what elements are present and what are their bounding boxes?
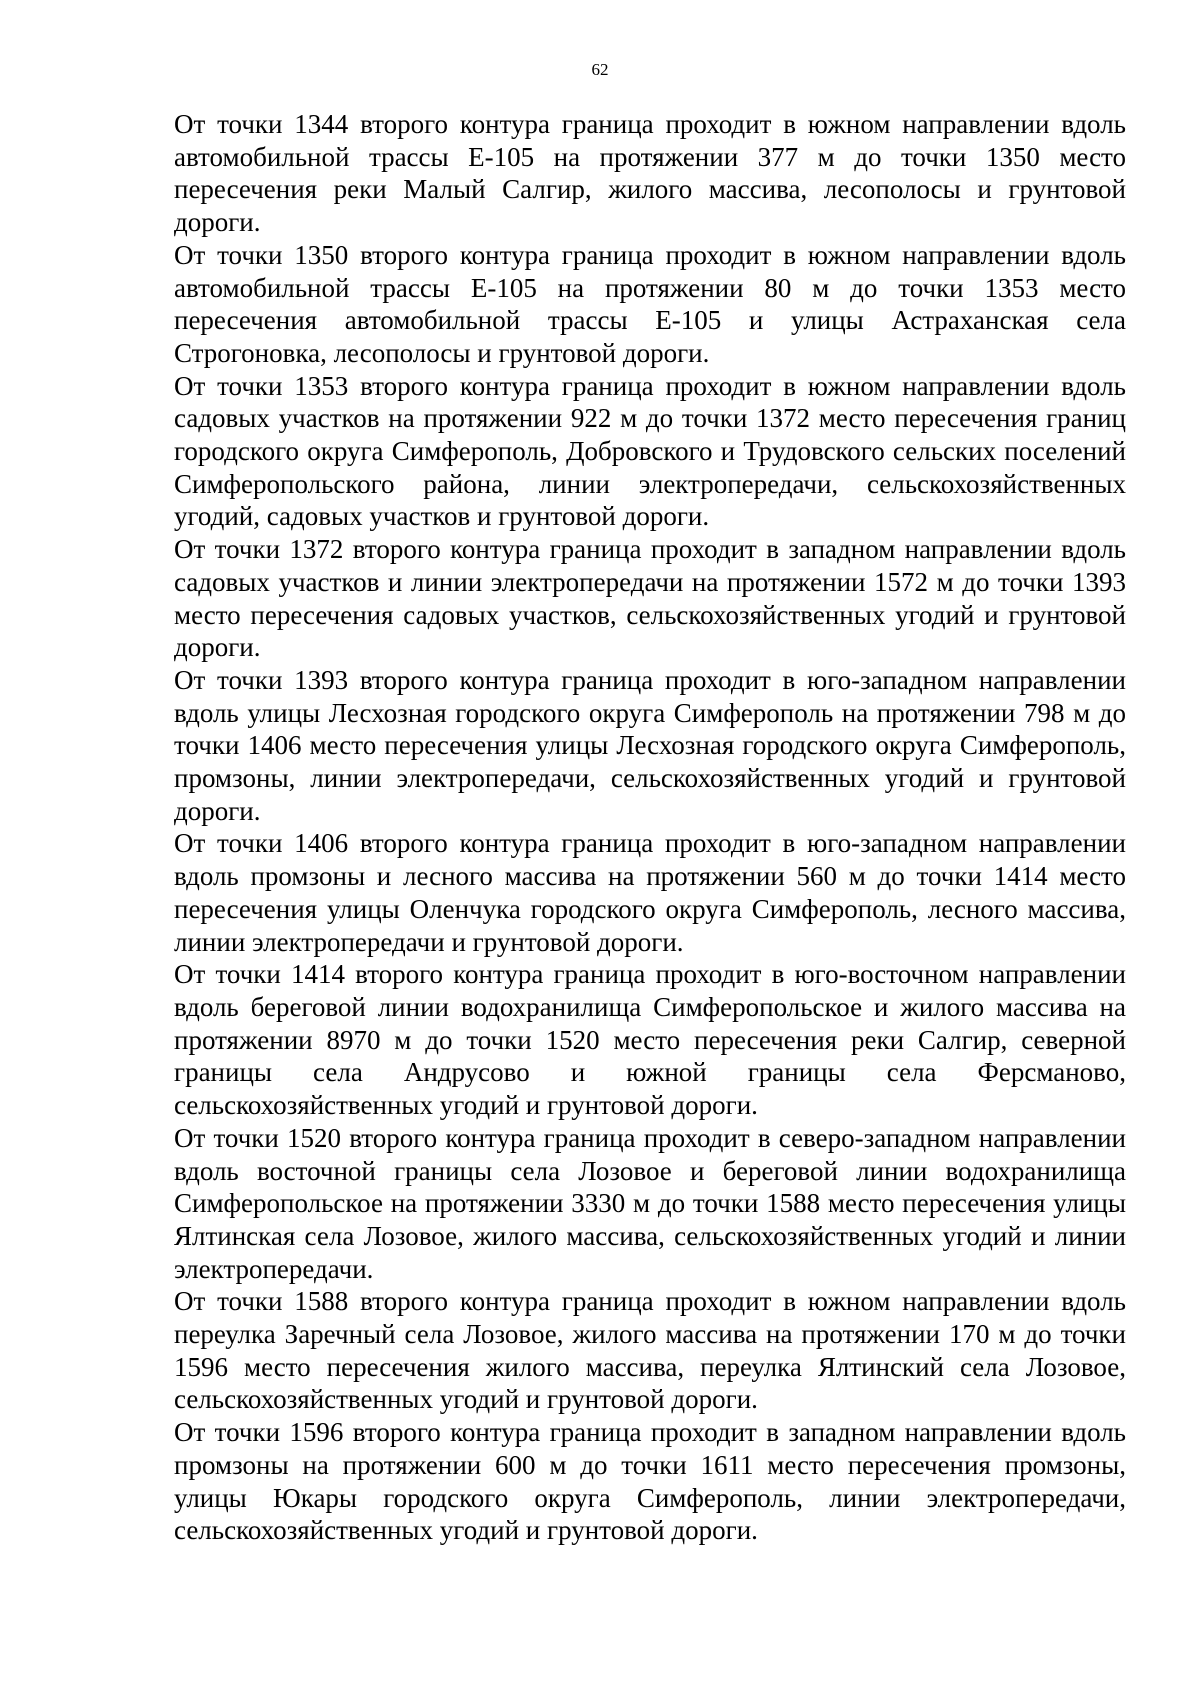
paragraph-8: От точки 1520 второго контура граница проходит в северо-западном направлении вдоль восточной границы села Лозовое и береговой линии водохранилища Симферопольское на протяжении 3330 м до точки 1588 место пересечения улицы Ялтинская села Лозовое, жилого массива, сельскохозяйственных угодий и линии электропередачи. — [174, 1122, 1126, 1284]
page-number: 62 — [591, 60, 609, 79]
paragraph-10: От точки 1596 второго контура граница проходит в западном направлении вдоль промзоны на протяжении 600 м до точки 1611 место пересечения промзоны, улицы Юкары городского округа Симферополь, линии электропередачи, сельскохозяйственных угодий и грунтовой дороги. — [174, 1417, 1126, 1546]
paragraph-5: От точки 1393 второго контура граница проходит в юго-западном направлении вдоль улицы Лесхозная городского округа Симферополь на протяжении 798 м до точки 1406 место пересечения улицы Лесхозная городского округа Симферополь, промзоны, линии электропередачи, сельскохозяйственных угодий и грунтовой дороги. — [174, 664, 1126, 826]
paragraph-1: От точки 1344 второго контура граница проходит в южном направлении вдоль автомобильной трассы Е-105 на протяжении 377 м до точки 1350 место пересечения реки Малый Салгир, жилого массива, лесополосы и грунтовой дороги. — [174, 109, 1126, 238]
paragraph-3: От точки 1353 второго контура граница проходит в южном направлении вдоль садовых участков на протяжении 922 м до точки 1372 место пересечения границ городского округа Симферополь, Добровского и Трудовского сельских поселений Симферопольского района, линии электропередачи, сельскохозяйственных угодий, садовых участков и грунтовой дороги. — [174, 370, 1126, 532]
document-body — [174, 108, 1126, 1547]
paragraph-9: От точки 1588 второго контура граница проходит в южном направлении вдоль переулка Заречный села Лозовое, жилого массива на протяжении 170 м до точки 1596 место пересечения жилого массива, переулка Ялтинский села Лозовое, сельскохозяйственных угодий и грунтовой дороги. — [174, 1286, 1126, 1415]
paragraph-6: От точки 1406 второго контура граница проходит в юго-западном направлении вдоль промзоны и лесного массива на протяжении 560 м до точки 1414 место пересечения улицы Оленчука городского округа Симферополь, лесного массива, линии электропередачи и грунтовой дороги. — [174, 828, 1126, 957]
paragraph-7: От точки 1414 второго контура граница проходит в юго-восточном направлении вдоль береговой линии водохранилища Симферопольское и жилого массива на протяжении 8970 м до точки 1520 место пересечения реки Салгир, северной границы села Андрусово и южной границы села Ферсманово, сельскохозяйственных угодий и грунтовой дороги. — [174, 959, 1126, 1121]
paragraph-4: От точки 1372 второго контура граница проходит в западном направлении вдоль садовых участков и линии электропередачи на протяжении 1572 м до точки 1393 место пересечения садовых участков, сельскохозяйственных угодий и грунтовой дороги. — [174, 534, 1126, 663]
paragraph-2: От точки 1350 второго контура граница проходит в южном направлении вдоль автомобильной трассы Е-105 на протяжении 80 м до точки 1353 место пересечения автомобильной трассы Е-105 и улицы Астраханская села Строгоновка, лесополосы и грунтовой дороги. — [174, 239, 1126, 368]
